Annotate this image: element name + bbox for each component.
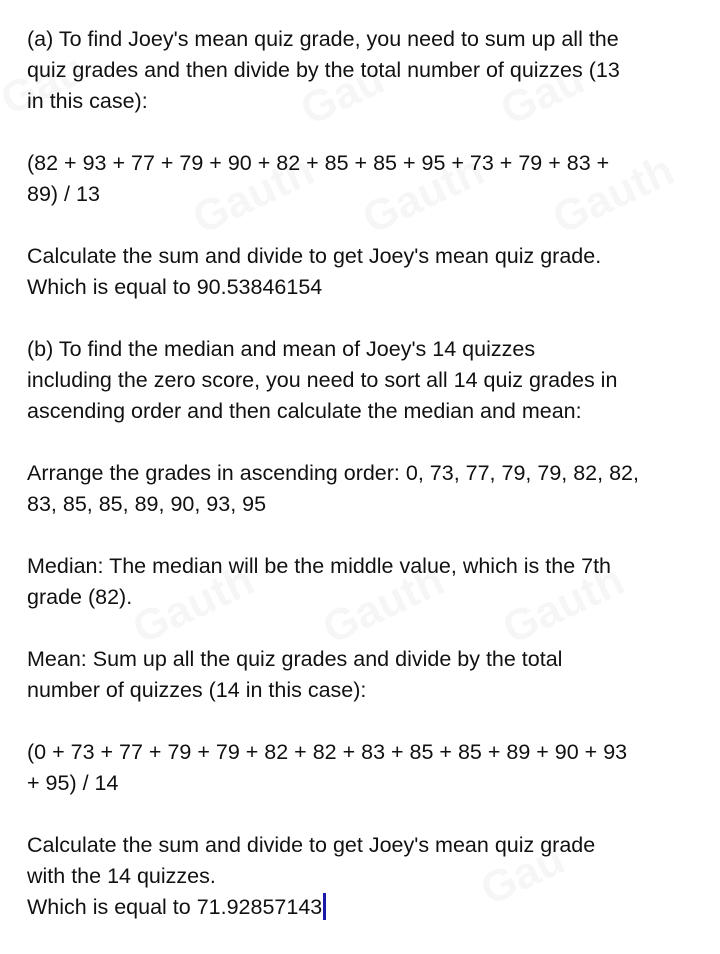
text-line-final	[27, 892, 639, 923]
part-b-result	[27, 830, 639, 923]
part-a-intro	[27, 24, 639, 117]
text-line: (b) To find the median and mean of Joey's 14 quizzes	[27, 337, 536, 361]
final-result-text: Which is equal to 71.92857143	[27, 895, 323, 919]
text-line: 89) / 13	[27, 182, 100, 206]
text-line: ascending order and then calculate the median and mean:	[27, 399, 582, 423]
text-line: Which is equal to 90.53846154	[27, 275, 323, 299]
text-line: in this case):	[27, 89, 148, 113]
part-b-mean-intro	[27, 644, 639, 706]
text-line: number of quizzes (14 in this case):	[27, 678, 367, 702]
part-b-median	[27, 551, 639, 613]
part-b-intro	[27, 334, 639, 427]
text-line: quiz grades and then divide by the total number of quizzes (13	[27, 58, 620, 82]
part-b-expression	[27, 737, 639, 799]
text-line: + 95) / 14	[27, 771, 119, 795]
text-line: Arrange the grades in ascending order: 0, 73, 77, 79, 79, 82, 82,	[27, 461, 639, 485]
text-line: 83, 85, 85, 89, 90, 93, 95	[27, 492, 267, 516]
part-a-expression	[27, 148, 639, 210]
text-line: grade (82).	[27, 585, 133, 609]
text-cursor	[323, 893, 326, 920]
text-line: (0 + 73 + 77 + 79 + 79 + 82 + 82 + 83 + 85 + 85 + 89 + 90 + 93	[27, 740, 628, 764]
answer-document	[27, 24, 639, 954]
part-b-sorted	[27, 458, 639, 520]
text-line: including the zero score, you need to sort all 14 quiz grades in	[27, 368, 618, 392]
text-line: (82 + 93 + 77 + 79 + 90 + 82 + 85 + 85 + 95 + 73 + 79 + 83 +	[27, 151, 610, 175]
text-line: Median: The median will be the middle value, which is the 7th	[27, 554, 612, 578]
text-line: Calculate the sum and divide to get Joey's mean quiz grade.	[27, 244, 602, 268]
text-line: Mean: Sum up all the quiz grades and divide by the total	[27, 647, 563, 671]
text-line: (a) To find Joey's mean quiz grade, you need to sum up all the	[27, 27, 619, 51]
text-line: Calculate the sum and divide to get Joey's mean quiz grade	[27, 833, 596, 857]
text-line: with the 14 quizzes.	[27, 864, 216, 888]
part-a-result	[27, 241, 639, 303]
